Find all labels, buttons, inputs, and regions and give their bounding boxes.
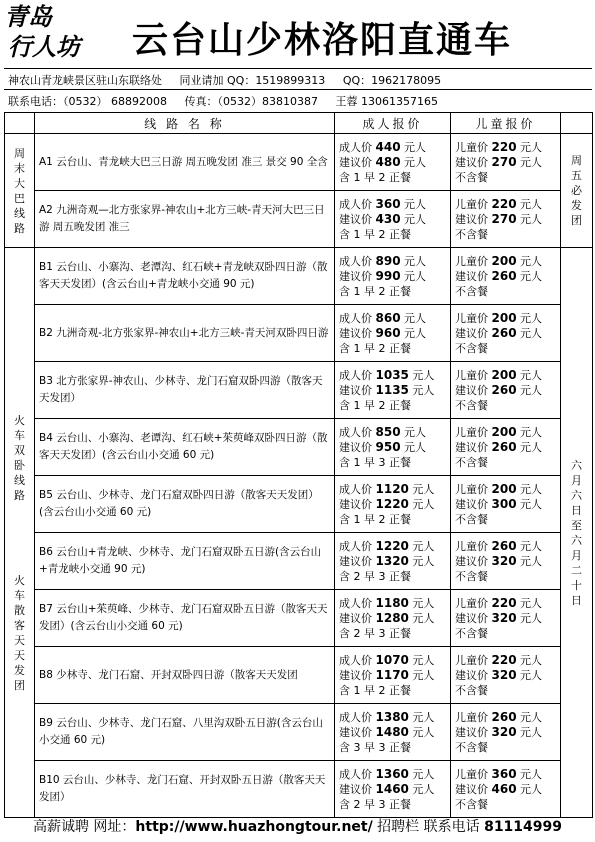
child-price: 儿童价 260 元人 建议价 320 元人 不含餐 [451, 533, 561, 590]
header-empty [5, 113, 35, 134]
child-price: 儿童价 260 元人 建议价 320 元人 不含餐 [451, 704, 561, 761]
adult-price: 成人价 850 元人 建议价 950 元人 含 1 早 3 正餐 [335, 419, 451, 476]
header-side [561, 113, 593, 134]
logo [4, 2, 114, 66]
table-row [5, 134, 593, 191]
table-row [5, 476, 593, 533]
child-price: 儿童价 200 元人 建议价 260 元人 不含餐 [451, 305, 561, 362]
table-row [5, 533, 593, 590]
child-price: 儿童价 220 元人 建议价 270 元人 不含餐 [451, 134, 561, 191]
child-price: 儿童价 360 元人 建议价 460 元人 不含餐 [451, 761, 561, 818]
price-table [4, 112, 593, 818]
route-name: B10 云台山、少林寺、龙门石窟、开封双卧五日游（散客天天发团） [35, 761, 335, 818]
route-name: B5 云台山、少林寺、龙门石窟双卧四日游（散客天天发团）(含云台山小交通 60 元) [35, 476, 335, 533]
divider [4, 89, 592, 90]
route-name: B1 云台山、小寨沟、老潭沟、红石峡+青龙峡双卧四日游（散客天天发团）(含云台山+青龙峡小交通 90 元) [35, 248, 335, 305]
adult-price: 成人价 360 元人 建议价 430 元人 含 1 早 2 正餐 [335, 191, 451, 248]
adult-price: 成人价 860 元人 建议价 960 元人 含 1 早 2 正餐 [335, 305, 451, 362]
child-price: 儿童价 200 元人 建议价 260 元人 不含餐 [451, 248, 561, 305]
route-name: B8 少林寺、龙门石窟、开封双卧四日游（散客天天发团 [35, 647, 335, 704]
footer-mid: 招聘栏 联系电话 [372, 819, 485, 835]
adult-price: 成人价 1180 元人 建议价 1280 元人 含 2 早 3 正餐 [335, 590, 451, 647]
footer-left: 高薪诚聘 网址： [32, 819, 136, 835]
adult-price: 成人价 440 元人 建议价 480 元人 含 1 早 2 正餐 [335, 134, 451, 191]
logo-line2: 行人坊 [8, 32, 80, 61]
info-qq1: 同业请加 QQ：1519899313 [179, 74, 326, 87]
info-line-1 [8, 72, 455, 88]
child-price: 儿童价 220 元人 建议价 320 元人 不含餐 [451, 590, 561, 647]
group-label-train: 火车双卧线路 火车散客天天发团 [5, 248, 35, 818]
table-row [5, 305, 593, 362]
adult-price: 成人价 890 元人 建议价 990 元人 含 1 早 2 正餐 [335, 248, 451, 305]
child-price: 儿童价 200 元人 建议价 300 元人 不含餐 [451, 476, 561, 533]
table-header [5, 113, 593, 134]
table-row [5, 647, 593, 704]
group-label-bus: 周末大巴线路 [5, 134, 35, 248]
info-contact: 王蓉 13061357165 [335, 95, 438, 108]
header-adult: 成人报价 [335, 113, 451, 134]
route-name: B9 云台山、少林寺、龙门石窟、八里沟双卧五日游(含云台山小交通 60 元) [35, 704, 335, 761]
table-row [5, 191, 593, 248]
route-name: B6 云台山+青龙峡、少林寺、龙门石窟双卧五日游(含云台山+青龙峡小交通 90 元) [35, 533, 335, 590]
table-row [5, 590, 593, 647]
info-phone: 联系电话：（0532） 68892008 [8, 95, 167, 108]
route-name: A2 九洲奇观—北方张家界-神农山+北方三峡-青天河大巴三日游 周五晚发团 准三 [35, 191, 335, 248]
page-title: 云台山少林洛阳直通车 [132, 19, 513, 61]
info-line-2 [8, 93, 452, 109]
route-name: B4 云台山、小寨沟、老谭沟、红石峡+茱萸峰双卧四日游（散客天天发团）(含云台山小交通 60 元) [35, 419, 335, 476]
child-price: 儿童价 200 元人 建议价 260 元人 不含餐 [451, 419, 561, 476]
table-row [5, 362, 593, 419]
adult-price: 成人价 1360 元人 建议价 1460 元人 含 2 早 3 正餐 [335, 761, 451, 818]
adult-price: 成人价 1220 元人 建议价 1320 元人 含 2 早 3 正餐 [335, 533, 451, 590]
side-label-dates: 六月六日至六月二十日 [561, 248, 593, 818]
header-route: 线 路 名 称 [35, 113, 335, 134]
info-office: 神农山青龙峡景区驻山东联络处 [8, 74, 162, 87]
footer-phone: 81114999 [484, 819, 563, 835]
route-name: B2 九洲奇观-北方张家界-神农山+北方三峡-青天河双卧四日游 [35, 305, 335, 362]
header-child: 儿童报价 [451, 113, 561, 134]
route-name: B7 云台山+茱萸峰、少林寺、龙门石窟双卧五日游（散客天天发团）(含云台山小交通 60 元) [35, 590, 335, 647]
adult-price: 成人价 1035 元人 建议价 1135 元人 含 1 早 2 正餐 [335, 362, 451, 419]
page-header [0, 0, 595, 68]
table-row [5, 248, 593, 305]
adult-price: 成人价 1120 元人 建议价 1220 元人 含 1 早 2 正餐 [335, 476, 451, 533]
footer [0, 816, 595, 836]
divider [4, 68, 592, 69]
adult-price: 成人价 1070 元人 建议价 1170 元人 含 1 早 2 正餐 [335, 647, 451, 704]
info-qq2: QQ：1962178095 [342, 74, 442, 87]
route-name: A1 云台山、青龙峡大巴三日游 周五晚发团 准三 景交 90 全含 [35, 134, 335, 191]
table-row [5, 419, 593, 476]
footer-url[interactable]: http://www.huazhongtour.net/ [135, 819, 373, 835]
adult-price: 成人价 1380 元人 建议价 1480 元人 含 3 早 3 正餐 [335, 704, 451, 761]
child-price: 儿童价 200 元人 建议价 260 元人 不含餐 [451, 362, 561, 419]
child-price: 儿童价 220 元人 建议价 320 元人 不含餐 [451, 647, 561, 704]
info-fax: 传真：（0532）83810387 [184, 95, 318, 108]
logo-line1: 青岛 [4, 2, 52, 31]
side-label-friday: 周五必发团 [561, 134, 593, 248]
child-price: 儿童价 220 元人 建议价 270 元人 不含餐 [451, 191, 561, 248]
table-row [5, 761, 593, 818]
route-name: B3 北方张家界-神农山、少林寺、龙门石窟双卧四游（散客天天发团） [35, 362, 335, 419]
table-row [5, 704, 593, 761]
